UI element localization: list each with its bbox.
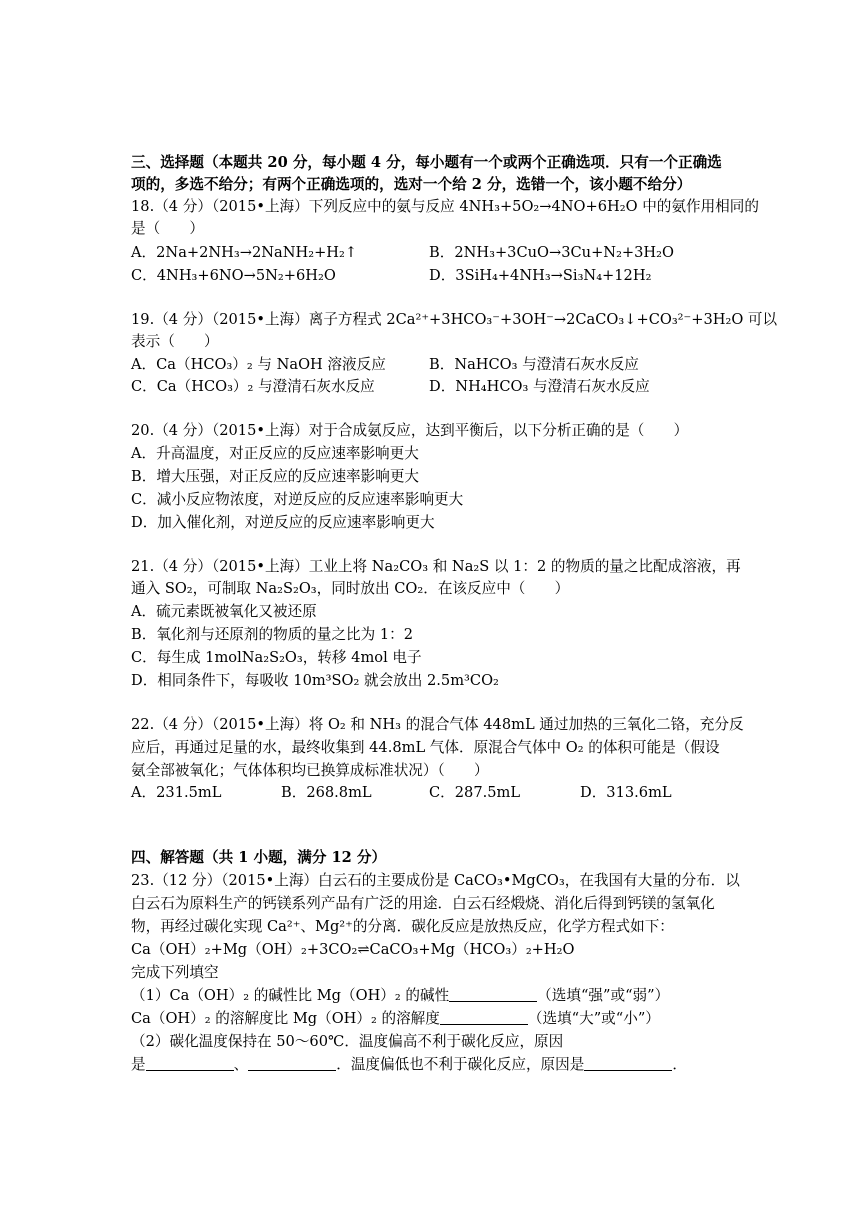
q19-option-a[interactable]: A．Ca（HCO₃）₂ 与 NaOH 溶液反应	[131, 356, 386, 373]
q18-stem-line-1: 18.（4 分）（2015•上海）下列反应中的氨与反应 4NH₃+5O₂→4NO+6H₂O 中的氨作用相同的	[131, 198, 759, 215]
q21-stem-line-2: 通入 SO₂，可制取 Na₂S₂O₃，同时放出 CO₂．在该反应中（ ）	[131, 580, 570, 597]
q23-blank-1[interactable]	[449, 986, 537, 1002]
q20-option-b[interactable]: B．增大压强，对正反应的反应速率影响更大	[131, 468, 420, 485]
q21-option-a[interactable]: A．硫元素既被氧化又被还原	[131, 603, 317, 620]
q20-option-d[interactable]: D．加入催化剂，对逆反应的反应速率影响更大	[131, 514, 435, 531]
q20-option-c[interactable]: C．减小反应物浓度，对逆反应的反应速率影响更大	[131, 491, 464, 508]
q22-stem-line-2: 应后，再通过足量的水，最终收集到 44.8mL 气体．原混合气体中 O₂ 的体积可能是（假设	[131, 739, 720, 756]
q21-option-b[interactable]: B．氧化剂与还原剂的物质的量之比为 1：2	[131, 626, 414, 643]
q23-blank-5[interactable]	[584, 1055, 672, 1071]
q18-stem-line-2: 是（ ）	[131, 220, 204, 237]
q18-option-d[interactable]: D．3SiH₄+4NH₃→Si₃N₄+12H₂	[429, 267, 652, 284]
q23-blank-4[interactable]	[248, 1055, 336, 1071]
q18-option-a[interactable]: A．2Na+2NH₃→2NaNH₂+H₂↑	[131, 244, 358, 261]
q19-stem-line-2: 表示（ ）	[131, 333, 219, 350]
q19-option-d[interactable]: D．NH₄HCO₃ 与澄清石灰水反应	[429, 378, 650, 395]
q23-part-1a-text: （1）Ca（OH）₂ 的碱性比 Mg（OH）₂ 的碱性	[131, 987, 450, 1004]
section-3-title-line-2: 项的，多选不给分；有两个正确选项的，选对一个给 2 分，选错一个，该小题不给分）	[131, 176, 692, 193]
q22-option-c[interactable]: C．287.5mL	[429, 784, 521, 801]
q22-stem-line-3: 氨全部被氧化；气体体积均已换算成标准状况）（ ）	[131, 762, 489, 779]
q19-option-c[interactable]: C．Ca（HCO₃）₂ 与澄清石灰水反应	[131, 378, 375, 395]
section-3-title-line-1: 三、选择题（本题共 20 分，每小题 4 分，每小题有一个或两个正确选项．只有一个正确选	[131, 154, 722, 171]
q20-stem-line-1: 20.（4 分）（2015•上海）对于合成氨反应，达到平衡后，以下分析正确的是（ ）	[131, 422, 689, 439]
q23-part-2-end: ．	[672, 1056, 687, 1073]
q21-option-c[interactable]: C．每生成 1molNa₂S₂O₃，转移 4mol 电子	[131, 649, 422, 666]
q23-part-2-start: 是	[131, 1056, 146, 1073]
q19-option-b[interactable]: B．NaHCO₃ 与澄清石灰水反应	[429, 356, 639, 373]
q23-instruction: 完成下列填空	[131, 964, 219, 981]
q20-option-a[interactable]: A．升高温度，对正反应的反应速率影响更大	[131, 445, 419, 462]
q19-stem-line-1: 19.（4 分）（2015•上海）离子方程式 2Ca²⁺+3HCO₃⁻+3OH⁻→2CaCO₃↓+CO₃²⁻+3H₂O 可以	[131, 311, 778, 328]
q23-blank-3[interactable]	[146, 1055, 234, 1071]
q23-part-2-line-1: （2）碳化温度保持在 50～60℃．温度偏高不利于碳化反应，原因	[131, 1033, 564, 1050]
q23-part-1b	[131, 1008, 660, 1030]
q23-part-2-line-2	[131, 1054, 687, 1076]
q23-part-1a	[131, 985, 669, 1007]
q23-equation: Ca（OH）₂+Mg（OH）₂+3CO₂⇌CaCO₃+Mg（HCO₃）₂+H₂O	[131, 941, 575, 958]
q23-stem-line-2: 白云石为原料生产的钙镁系列产品有广泛的用途．白云石经煅烧、消化后得到钙镁的氢氧化	[131, 895, 715, 912]
q23-blank-2[interactable]	[440, 1009, 528, 1025]
q23-part-2-mid: ．温度偏低也不利于碳化反应，原因是	[336, 1056, 585, 1073]
q23-part-1b-text: Ca（OH）₂ 的溶解度比 Mg（OH）₂ 的溶解度	[131, 1010, 440, 1027]
q18-option-b[interactable]: B．2NH₃+3CuO→3Cu+N₂+3H₂O	[429, 244, 674, 261]
q22-option-a[interactable]: A．231.5mL	[131, 784, 222, 801]
q22-option-d[interactable]: D．313.6mL	[580, 784, 672, 801]
q23-stem-line-1: 23.（12 分）（2015•上海）白云石的主要成份是 CaCO₃•MgCO₃，在我国有大量的分布．以	[131, 872, 740, 889]
q22-stem-line-1: 22.（4 分）（2015•上海）将 O₂ 和 NH₃ 的混合气体 448mL 通过加热的三氧化二铬，充分反	[131, 716, 744, 733]
q23-part-1a-hint: （选填“强”或“弱”）	[537, 987, 670, 1004]
q22-option-b[interactable]: B．268.8mL	[281, 784, 372, 801]
q18-option-c[interactable]: C．4NH₃+6NO→5N₂+6H₂O	[131, 267, 336, 284]
section-4-title: 四、解答题（共 1 小题，满分 12 分）	[131, 849, 387, 866]
q21-stem-line-1: 21.（4 分）（2015•上海）工业上将 Na₂CO₃ 和 Na₂S 以 1：2 的物质的量之比配成溶液，再	[131, 558, 741, 575]
q23-part-1b-hint: （选填“大”或“小”）	[527, 1010, 660, 1027]
q23-part-2-sep: 、	[233, 1056, 249, 1073]
q23-stem-line-3: 物，再经过碳化实现 Ca²⁺、Mg²⁺的分离．碳化反应是放热反应，化学方程式如下：	[131, 918, 674, 935]
q21-option-d[interactable]: D．相同条件下，每吸收 10m³SO₂ 就会放出 2.5m³CO₂	[131, 672, 499, 689]
